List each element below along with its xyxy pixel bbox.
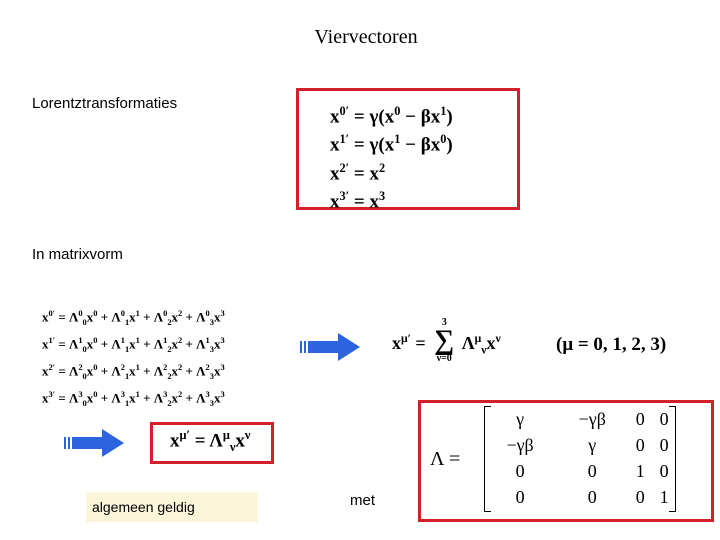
- matrix-expanded-equations: $x^{0'} = \Lambda^0_0x^0 + \Lambda^0_1x^1 + \Lambda^0_2x^2 + \Lambda^0_3x^3$ $x^{1'} = \Lambda^1_0x^0 + \Lambda^1_1x^1 + \Lambda^1_2x^2 + \Lambda^1_3x^3$ $x^{2'} = \Lambda^2_0x^0 + \Lambda^2_1x^1 + \Lambda^2_2x^2 + \Lambda^2_3x^3$ $x^{3'} = \Lambda^3_0x^0 + \Lambda^3_1x^1 + \Lambda^3_2x^2 + \Lambda^3_3x^3$: [42, 308, 225, 408]
- section-label-lorentz: Lorentztransformaties: [32, 95, 178, 112]
- matrix-cell: 0: [659, 434, 669, 455]
- right-arrow-icon: [300, 332, 362, 362]
- lambda-symbol: Λ =: [430, 448, 461, 470]
- matrix-cell: 0: [635, 408, 645, 429]
- lorentz-equations: [330, 100, 453, 213]
- matrix-cell: 0: [635, 434, 645, 455]
- sum-lower-limit: ν=0: [436, 353, 452, 364]
- equation-x0: $x^{0'} = \gamma(x^0 - \beta x^1)$: [330, 104, 453, 128]
- matrix-cell: 0: [659, 408, 669, 429]
- matrix-bracket-left: [484, 406, 491, 512]
- matrix-cell: γ: [516, 408, 525, 429]
- section-label-matrix: In matrixvorm: [32, 246, 123, 263]
- summation-equation: $x^{\mu'}$ = 3 ∑ ν=0 $\Lambda^\mu_\nu x^\nu$: [392, 317, 501, 364]
- page-title: Viervectoren: [314, 26, 418, 48]
- matrix-cell: 1: [659, 486, 669, 507]
- matrix-cell: 0: [515, 460, 525, 481]
- label-met: met: [350, 492, 376, 509]
- general-equation: $x^{\mu'} = \Lambda^\mu_\nu x^\nu$: [170, 428, 251, 455]
- matrix-cell: −γβ: [578, 408, 606, 429]
- right-arrow-icon: [64, 428, 126, 458]
- matrix-cell: 0: [515, 486, 525, 507]
- matrix-cell: 0: [587, 486, 597, 507]
- matrix-cell: 0: [587, 460, 597, 481]
- equation-x1: $x^{1'} = \gamma(x^1 - \beta x^0)$: [330, 132, 453, 156]
- sum-upper-limit: 3: [441, 317, 447, 328]
- caption-general: algemeen geldig: [86, 492, 258, 522]
- equation-x3: $x^{3'} = x^3$: [330, 188, 386, 213]
- equation-x2: $x^{2'} = x^2$: [330, 160, 386, 184]
- matrix-bracket-right: [669, 406, 676, 512]
- matrix-cell: γ: [588, 434, 597, 455]
- matrix-cell: −γβ: [506, 434, 534, 455]
- lambda-matrix: [484, 406, 676, 510]
- mu-range: (μ = 0, 1, 2, 3): [556, 334, 667, 355]
- matrix-cell: 0: [635, 486, 645, 507]
- matrix-cell: 1: [635, 460, 645, 481]
- matrix-cell: 0: [659, 460, 669, 481]
